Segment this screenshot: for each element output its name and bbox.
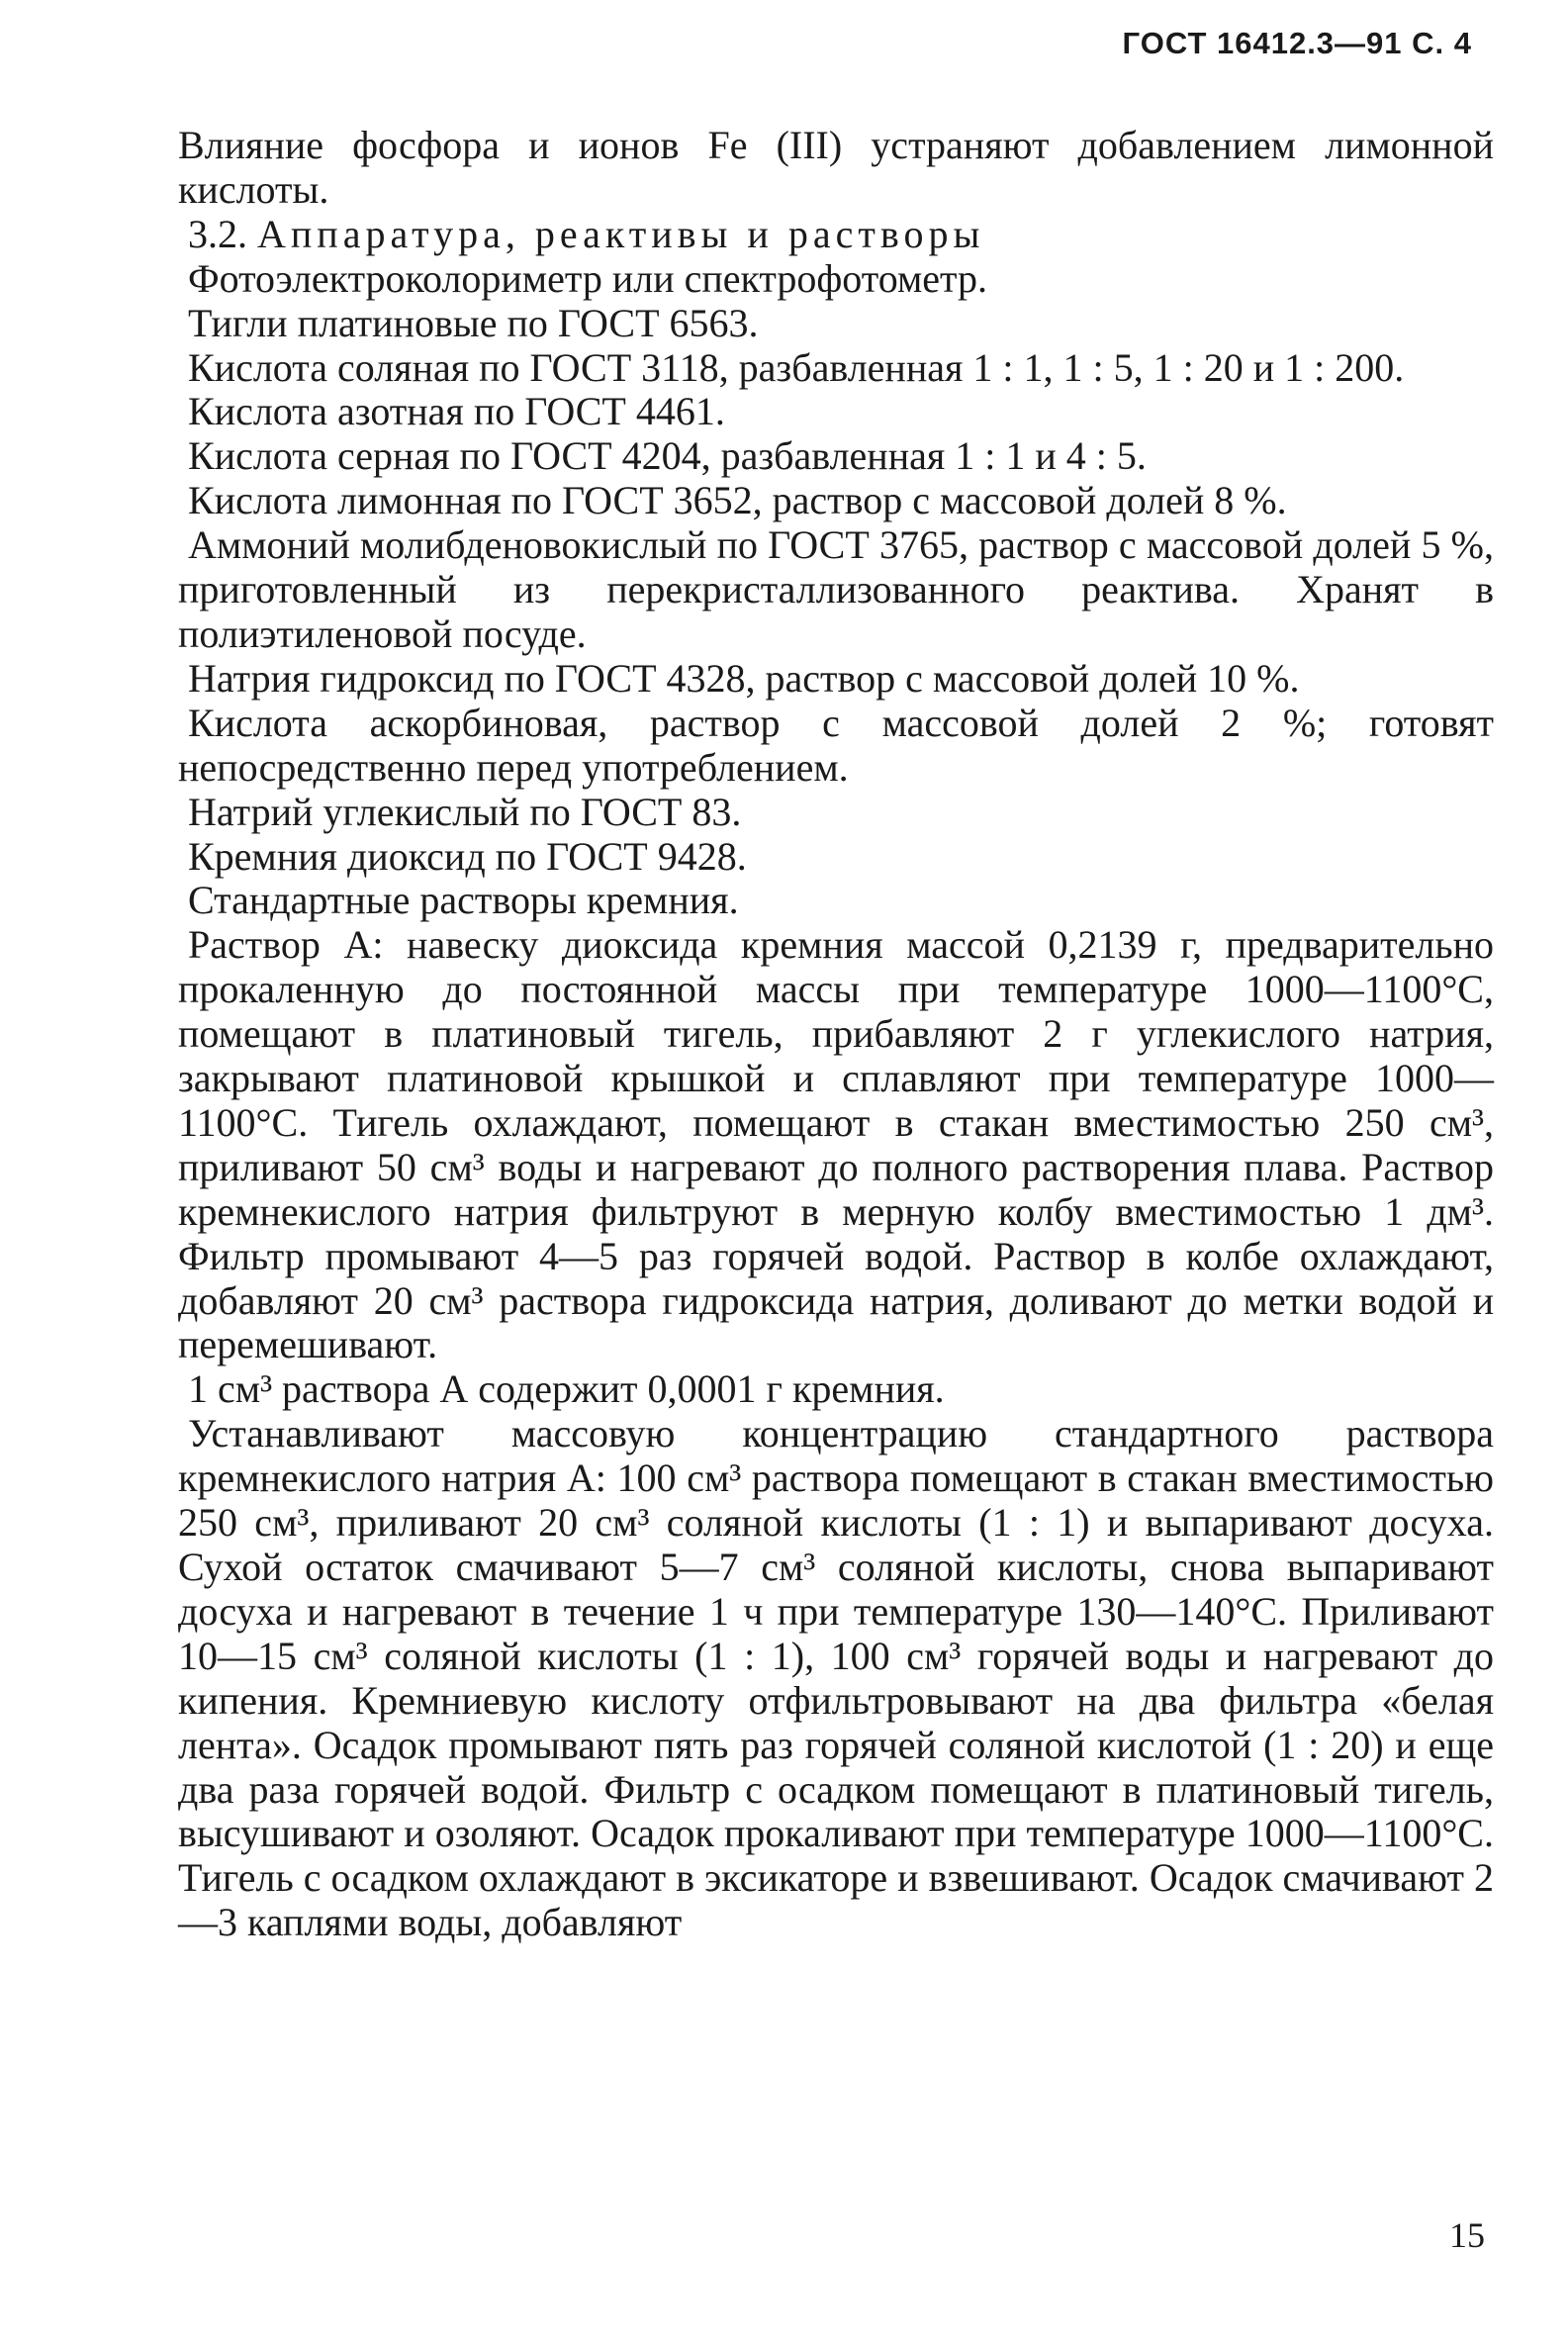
paragraph-concentration-procedure: Устанавливают массовую концентрацию стандартного раствора кремнекислого натрия А: 100 см³ раствора помещают в стакан вместимостью 250 см³, приливают 20 см³ соляной кислоты (1 : 1) и выпаривают досуха. Сухой остаток смачивают 5—7 см³ соляной кислоты, снова выпаривают досуха и нагревают в течение 1 ч при температуре 130—140°С. Приливают 10—15 см³ соляной кислоты (1 : 1), 100 см³ горячей воды и нагревают до кипения. Кремниевую кислоту отфильтровывают на два фильтра «белая лента». Осадок промывают пять раз горячей соляной кислотой (1 : 20) и еще два раза горячей водой. Фильтр с осадком помещают в платиновый тигель, высушивают и озоляют. Осадок прокаливают при температуре 1000—1100°С. Тигель с осадком охлаждают в эксикаторе и взвешивают. Осадок смачивают 2—3 каплями воды, добавляют	[178, 1411, 1494, 1945]
paragraph-standard-solutions: Стандартные растворы кремния.	[188, 878, 739, 923]
paragraph-solution-a-content: 1 см³ раствора А содержит 0,0001 г кремния.	[188, 1366, 945, 1412]
document-body	[178, 124, 1494, 1945]
paragraph-solution-a: Раствор А: навеску диоксида кремния массой 0,2139 г, предварительно прокаленную до постоянной массы при температуре 1000—1100°С, помещают в платиновый тигель, прибавляют 2 г углекислого натрия, закрывают платиновой крышкой и сплавляют при температуре 1000—1100°С. Тигель охлаждают, помещают в стакан вместимостью 250 см³, приливают 50 см³ воды и нагревают до полного растворения плава. Раствор кремнекислого натрия фильтруют в мерную колбу вместимостью 1 дм³. Фильтр промывают 4—5 раз горячей водой. Раствор в колбе охлаждают, добавляют 20 см³ раствора гидроксида натрия, доливают до метки водой и перемешивают.	[178, 922, 1494, 1367]
section-title: Аппаратура, реактивы и растворы	[257, 211, 985, 256]
paragraph-ascorbic-acid: Кислота аскорбиновая, раствор с массовой долей 2 %; готовят непосредственно перед употреблением.	[178, 700, 1494, 790]
page-number: 15	[1449, 2215, 1485, 2255]
paragraph-crucibles: Тигли платиновые по ГОСТ 6563.	[188, 300, 759, 345]
paragraph-photometer: Фотоэлектроколориметр или спектрофотометр.	[188, 255, 988, 301]
paragraph-hydrochloric-acid: Кислота соляная по ГОСТ 3118, разбавленная 1 : 1, 1 : 5, 1 : 20 и 1 : 200.	[188, 344, 1405, 390]
paragraph-sulfuric-acid: Кислота серная по ГОСТ 4204, разбавленная 1 : 1 и 4 : 5.	[188, 433, 1147, 479]
paragraph-ammonium-molybdate: Аммоний молибденовокислый по ГОСТ 3765, раствор с массовой долей 5 %, приготовленный из перекристаллизованного реактива. Хранят в полиэтиленовой посуде.	[178, 522, 1494, 656]
paragraph-phosphorus-influence: Влияние фосфора и ионов Fe (III) устраняют добавлением лимонной кислоты.	[178, 123, 1494, 212]
paragraph-nitric-acid: Кислота азотная по ГОСТ 4461.	[188, 389, 725, 434]
running-header: ГОСТ 16412.3—91 С. 4	[1122, 26, 1472, 60]
paragraph-sodium-carbonate: Натрий углекислый по ГОСТ 83.	[188, 789, 742, 834]
section-heading	[178, 213, 1494, 257]
paragraph-citric-acid: Кислота лимонная по ГОСТ 3652, раствор с массовой долей 8 %.	[188, 478, 1287, 523]
section-number: 3.2.	[188, 211, 247, 256]
paragraph-silicon-dioxide: Кремния диоксид по ГОСТ 9428.	[188, 833, 747, 879]
paragraph-sodium-hydroxide: Натрия гидроксид по ГОСТ 4328, раствор с массовой долей 10 %.	[188, 655, 1300, 701]
